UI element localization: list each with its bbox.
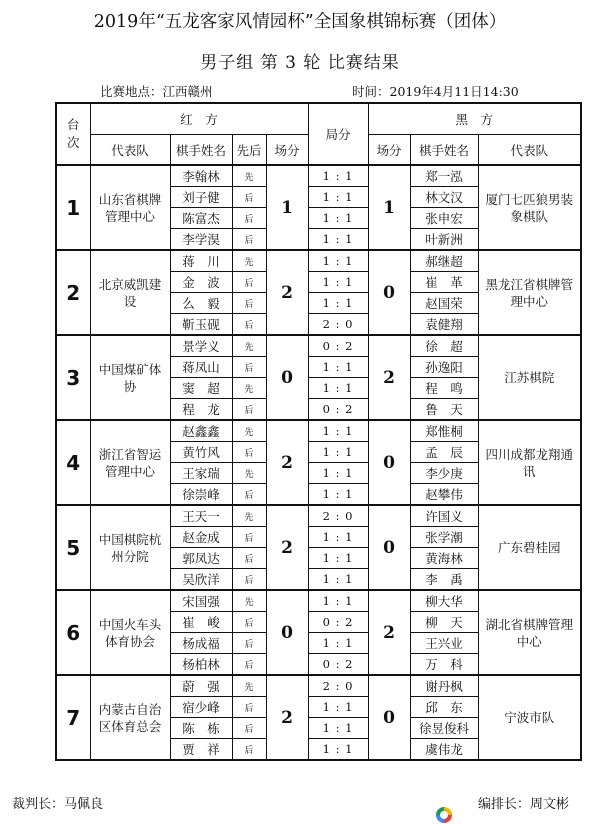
- red-team-name: 中国火车头体育协会: [90, 590, 170, 675]
- board-row: [56, 420, 581, 442]
- red-team-points: 2: [266, 420, 308, 505]
- red-player-name: 王家瑞: [170, 463, 232, 484]
- round-number: 6: [56, 590, 90, 675]
- board-score: 1 : 1: [308, 378, 368, 399]
- red-player-name: 窦 超: [170, 378, 232, 399]
- board-row: [56, 590, 581, 612]
- red-team-points: 1: [266, 165, 308, 250]
- move-order: 后: [232, 357, 266, 378]
- black-team-points: 1: [368, 165, 410, 250]
- red-player-name: 贾 祥: [170, 739, 232, 761]
- board-score: 1 : 1: [308, 229, 368, 251]
- round-number: 3: [56, 335, 90, 420]
- black-team-name: 黑龙江省棋牌管理中心: [478, 250, 581, 335]
- black-player-name: 赵国荣: [410, 293, 478, 314]
- red-team-points: 2: [266, 505, 308, 590]
- red-player-name: 宿少峰: [170, 697, 232, 718]
- board-score: 1 : 1: [308, 463, 368, 484]
- board-score: 1 : 1: [308, 633, 368, 654]
- red-team-points: 2: [266, 675, 308, 760]
- red-team-points: 2: [266, 250, 308, 335]
- move-order: 先: [232, 675, 266, 697]
- move-order: 先: [232, 505, 266, 527]
- black-player-name: 郑一泓: [410, 165, 478, 187]
- red-player-name: 王天一: [170, 505, 232, 527]
- move-order: 先: [232, 250, 266, 272]
- red-player-name: 靳玉砚: [170, 314, 232, 336]
- move-order: 先: [232, 335, 266, 357]
- board-score: 1 : 1: [308, 697, 368, 718]
- board-score: 1 : 1: [308, 527, 368, 548]
- black-player-name: 徐昱俊科: [410, 718, 478, 739]
- red-player-name: 景学义: [170, 335, 232, 357]
- board-score: 1 : 1: [308, 590, 368, 612]
- black-team-name: 广东碧桂园: [478, 505, 581, 590]
- black-player-name: 万 科: [410, 654, 478, 676]
- black-player-name: 李少庚: [410, 463, 478, 484]
- black-team-name: 宁波市队: [478, 675, 581, 760]
- red-player-name: 金 波: [170, 272, 232, 293]
- red-player-name: 程 龙: [170, 399, 232, 421]
- red-side-header: 红 方: [90, 103, 308, 135]
- black-team-points: 0: [368, 675, 410, 760]
- board-score: 0 : 2: [308, 399, 368, 421]
- move-order: 后: [232, 208, 266, 229]
- score-header: 局分: [308, 103, 368, 165]
- board-score: 1 : 1: [308, 272, 368, 293]
- board-row: [56, 335, 581, 357]
- watermark-logo-icon: [434, 805, 454, 825]
- red-team-header: 代表队: [90, 135, 170, 166]
- move-order: 先: [232, 463, 266, 484]
- results-table: [55, 102, 582, 761]
- black-team-name: 湖北省棋牌管理中心: [478, 590, 581, 675]
- move-order: 后: [232, 569, 266, 591]
- move-order: 后: [232, 442, 266, 463]
- board-score: 1 : 1: [308, 739, 368, 761]
- black-player-header: 棋手姓名: [410, 135, 478, 166]
- board-score: 1 : 1: [308, 718, 368, 739]
- red-player-name: 么 毅: [170, 293, 232, 314]
- order-header: 先后: [232, 135, 266, 166]
- move-order: 后: [232, 527, 266, 548]
- chief-referee: 裁判长：马佩良: [12, 797, 104, 812]
- move-order: 后: [232, 548, 266, 569]
- board-score: 0 : 2: [308, 612, 368, 633]
- board-score: 1 : 1: [308, 484, 368, 506]
- red-player-name: 崔 峻: [170, 612, 232, 633]
- round-number: 5: [56, 505, 90, 590]
- red-team-name: 中国棋院杭州分院: [90, 505, 170, 590]
- results-body: [56, 165, 581, 760]
- red-player-name: 赵金成: [170, 527, 232, 548]
- black-player-name: 虞伟龙: [410, 739, 478, 761]
- move-order: 后: [232, 187, 266, 208]
- board-score: 1 : 1: [308, 357, 368, 378]
- board-score: 2 : 0: [308, 505, 368, 527]
- red-player-name: 蒋凤山: [170, 357, 232, 378]
- round-number: 4: [56, 420, 90, 505]
- black-player-name: 鲁 天: [410, 399, 478, 421]
- red-team-name: 内蒙古自治区体育总会: [90, 675, 170, 760]
- black-player-name: 徐 超: [410, 335, 478, 357]
- board-score: 2 : 0: [308, 675, 368, 697]
- move-order: 后: [232, 718, 266, 739]
- black-team-points: 0: [368, 420, 410, 505]
- board-row: [56, 165, 581, 187]
- red-player-name: 杨柏林: [170, 654, 232, 676]
- black-player-name: 张申宏: [410, 208, 478, 229]
- black-player-name: 叶新洲: [410, 229, 478, 251]
- black-player-name: 黄海林: [410, 548, 478, 569]
- round-number: 2: [56, 250, 90, 335]
- board-score: 1 : 1: [308, 442, 368, 463]
- black-player-name: 谢丹枫: [410, 675, 478, 697]
- move-order: 后: [232, 612, 266, 633]
- board-row: [56, 505, 581, 527]
- red-player-name: 宋国强: [170, 590, 232, 612]
- red-player-name: 李学淏: [170, 229, 232, 251]
- board-row: [56, 250, 581, 272]
- black-team-name: 厦门七匹狼男装象棋队: [478, 165, 581, 250]
- move-order: 先: [232, 378, 266, 399]
- black-team-points: 0: [368, 250, 410, 335]
- round-number: 7: [56, 675, 90, 760]
- black-player-name: 孙逸阳: [410, 357, 478, 378]
- round-number: 1: [56, 165, 90, 250]
- board-score: 1 : 1: [308, 293, 368, 314]
- chief-arranger: 编排长：周文彬: [478, 797, 570, 812]
- black-player-name: 程 鸣: [410, 378, 478, 399]
- black-player-name: 柳 天: [410, 612, 478, 633]
- red-player-name: 刘子健: [170, 187, 232, 208]
- red-player-header: 棋手姓名: [170, 135, 232, 166]
- black-team-header: 代表队: [478, 135, 581, 166]
- page-subtitle: 男子组 第 3 轮 比赛结果: [200, 53, 400, 73]
- red-team-name: 北京威凯建设: [90, 250, 170, 335]
- round-header: 台次: [56, 103, 90, 165]
- match-location: 比赛地点：江西赣州: [100, 84, 213, 99]
- move-order: 后: [232, 633, 266, 654]
- black-player-name: 柳大华: [410, 590, 478, 612]
- black-player-name: 孟 辰: [410, 442, 478, 463]
- move-order: 后: [232, 272, 266, 293]
- board-score: 0 : 2: [308, 654, 368, 676]
- board-score: 0 : 2: [308, 335, 368, 357]
- black-player-name: 王兴业: [410, 633, 478, 654]
- black-player-name: 许国义: [410, 505, 478, 527]
- red-team-points: 0: [266, 590, 308, 675]
- red-team-points: 0: [266, 335, 308, 420]
- board-score: 1 : 1: [308, 569, 368, 591]
- board-score: 1 : 1: [308, 250, 368, 272]
- red-player-name: 吴欣洋: [170, 569, 232, 591]
- black-points-header: 场分: [368, 135, 410, 166]
- red-team-name: 中国煤矿体协: [90, 335, 170, 420]
- red-player-name: 陈富杰: [170, 208, 232, 229]
- black-player-name: 邱 东: [410, 697, 478, 718]
- red-player-name: 蒋 川: [170, 250, 232, 272]
- red-player-name: 郭凤达: [170, 548, 232, 569]
- red-player-name: 赵鑫鑫: [170, 420, 232, 442]
- black-player-name: 李 禹: [410, 569, 478, 591]
- board-score: 2 : 0: [308, 314, 368, 336]
- board-row: [56, 675, 581, 697]
- black-player-name: 林文汉: [410, 187, 478, 208]
- red-player-name: 杨成福: [170, 633, 232, 654]
- move-order: 先: [232, 420, 266, 442]
- red-player-name: 蔚 强: [170, 675, 232, 697]
- board-score: 1 : 1: [308, 420, 368, 442]
- move-order: 后: [232, 697, 266, 718]
- board-score: 1 : 1: [308, 208, 368, 229]
- black-player-name: 郝继超: [410, 250, 478, 272]
- black-player-name: 张学潮: [410, 527, 478, 548]
- black-player-name: 郑惟桐: [410, 420, 478, 442]
- red-team-name: 浙江省智运管理中心: [90, 420, 170, 505]
- move-order: 先: [232, 165, 266, 187]
- move-order: 后: [232, 654, 266, 676]
- black-player-name: 赵攀伟: [410, 484, 478, 506]
- move-order: 后: [232, 399, 266, 421]
- move-order: 后: [232, 739, 266, 761]
- move-order: 后: [232, 293, 266, 314]
- black-side-header: 黑 方: [368, 103, 581, 135]
- black-player-name: 袁健翔: [410, 314, 478, 336]
- black-team-name: 四川成都龙翔通讯: [478, 420, 581, 505]
- black-team-points: 2: [368, 590, 410, 675]
- red-points-header: 场分: [266, 135, 308, 166]
- move-order: 先: [232, 590, 266, 612]
- red-team-name: 山东省棋牌管理中心: [90, 165, 170, 250]
- board-score: 1 : 1: [308, 187, 368, 208]
- page-title: 2019年“五龙客家风情园杯”全国象棋锦标赛（团体）: [93, 12, 507, 32]
- black-team-points: 2: [368, 335, 410, 420]
- match-time: 时间：2019年4月11日14:30: [352, 84, 519, 99]
- move-order: 后: [232, 229, 266, 251]
- black-team-points: 0: [368, 505, 410, 590]
- board-score: 1 : 1: [308, 165, 368, 187]
- red-player-name: 徐崇峰: [170, 484, 232, 506]
- red-player-name: 陈 栋: [170, 718, 232, 739]
- move-order: 后: [232, 314, 266, 336]
- black-team-name: 江苏棋院: [478, 335, 581, 420]
- red-player-name: 李翰林: [170, 165, 232, 187]
- board-score: 1 : 1: [308, 548, 368, 569]
- black-player-name: 崔 革: [410, 272, 478, 293]
- red-player-name: 黄竹风: [170, 442, 232, 463]
- move-order: 后: [232, 484, 266, 506]
